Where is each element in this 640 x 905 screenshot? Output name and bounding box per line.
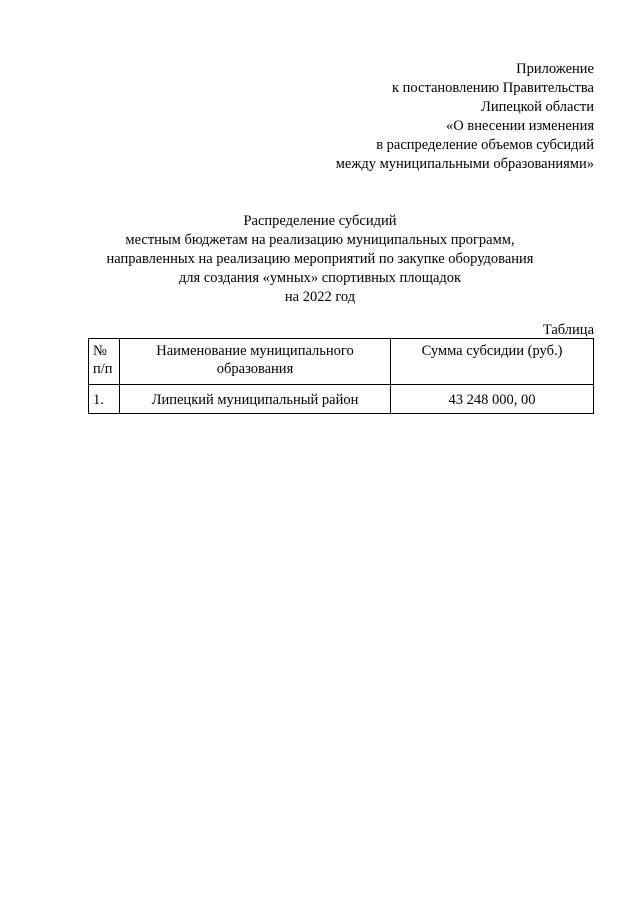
title-line: на 2022 год xyxy=(284,289,356,305)
row-subsidy-amount: 43 248 000, 00 xyxy=(391,385,594,414)
appendix-line: в распределение объемов субсидий xyxy=(376,137,594,153)
table-header-row xyxy=(89,339,594,385)
table-label: Таблица xyxy=(542,322,594,338)
subsidies-table xyxy=(88,338,594,414)
title-line: направленных на реализацию мероприятий по закупке оборудования xyxy=(106,251,534,267)
row-municipality: Липецкий муниципальный район xyxy=(120,385,391,414)
document-title xyxy=(60,212,580,307)
header-municipality xyxy=(120,339,391,385)
title-line: Распределение субсидий xyxy=(243,213,397,229)
appendix-line: Приложение xyxy=(516,61,594,77)
appendix-line: «О внесении изменения xyxy=(446,118,594,134)
header-subsidy-amount: Сумма субсидии (руб.) xyxy=(391,339,594,385)
header-number-line1: № xyxy=(93,343,107,359)
appendix-line: к постановлению Правительства xyxy=(392,80,594,96)
header-municipality-line2: образования xyxy=(216,361,294,377)
header-municipality-line1: Наименование муниципального xyxy=(156,343,354,359)
header-number xyxy=(89,339,120,385)
appendix-line: между муниципальными образованиями» xyxy=(335,156,594,172)
table-row xyxy=(89,385,594,414)
row-number: 1. xyxy=(89,385,120,414)
appendix-header xyxy=(194,60,594,174)
title-line: для создания «умных» спортивных площадок xyxy=(178,270,462,286)
title-line: местным бюджетам на реализацию муниципальных программ, xyxy=(125,232,515,248)
appendix-line: Липецкой области xyxy=(481,99,594,115)
header-number-line2: п/п xyxy=(93,361,113,377)
